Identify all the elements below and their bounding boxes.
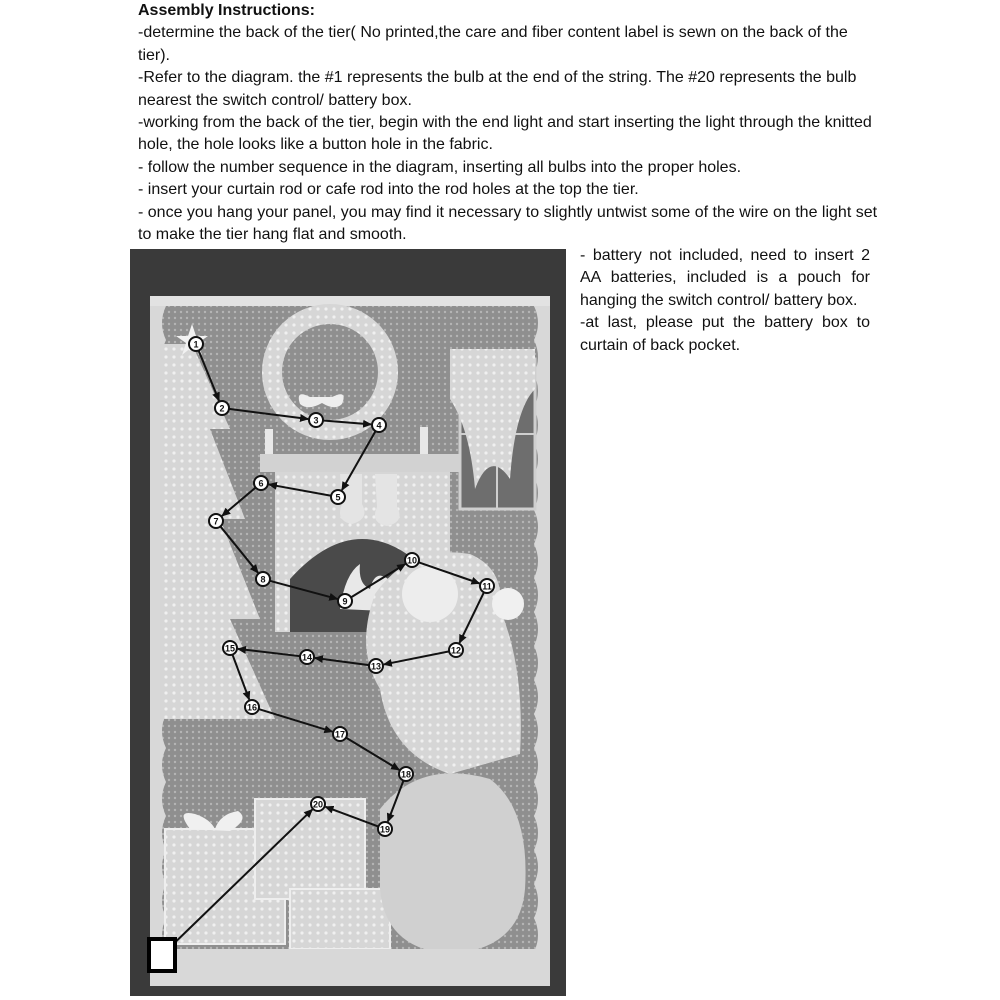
bulb-number: 10 [406, 555, 418, 566]
instruction-step: - insert your curtain rod or cafe rod into the rod holes at the top the tier. [138, 181, 639, 199]
bulb-marker [378, 822, 392, 836]
stocking [375, 474, 400, 526]
candle [265, 429, 273, 454]
bulb-number: 19 [379, 824, 391, 835]
bulb-number: 14 [301, 652, 313, 663]
bulb-marker [399, 767, 413, 781]
bulb-number: 11 [482, 581, 492, 592]
bulb-number: 4 [376, 420, 382, 431]
toy-sack [380, 773, 526, 954]
battery-box [149, 939, 175, 971]
instructions-block [138, 0, 878, 246]
gift-box [290, 889, 390, 949]
bulb-number: 2 [219, 403, 225, 414]
bulb-number: 9 [342, 596, 348, 607]
santa-hat-pompom [492, 588, 524, 620]
bulb-marker [300, 650, 314, 664]
bulb-marker [311, 797, 325, 811]
bulb-marker [333, 727, 347, 741]
instruction-step: -working from the back of the tier, begin with the end light and start inserting the light through the knitted hole, the hole looks like a button hole in the fabric. [138, 114, 872, 154]
battery-note: - battery not included, need to insert 2 AA batteries, included is a pouch for hanging the switch control/ battery box. [580, 247, 870, 309]
diagram-canvas [130, 249, 566, 996]
bulb-marker [215, 401, 229, 415]
lace-curtain-diagram [130, 249, 566, 996]
instruction-step: -determine the back of the tier( No printed,the care and fiber content label is sewn on the back of the tier). [138, 24, 848, 64]
bulb-marker [331, 490, 345, 504]
bulb-marker [372, 418, 386, 432]
bulb-number: 3 [313, 415, 319, 426]
instruction-step: -Refer to the diagram. the #1 represents the bulb at the end of the string. The #20 represents the bulb nearest the switch control/ battery box. [138, 69, 857, 109]
bulb-marker [369, 659, 383, 673]
bulb-number: 6 [258, 478, 264, 489]
bulb-marker [338, 594, 352, 608]
bulb-number: 1 [193, 339, 199, 350]
bulb-number: 17 [334, 729, 346, 740]
bulb-number: 7 [213, 516, 219, 527]
santa-face [402, 566, 458, 622]
bulb-marker [254, 476, 268, 490]
rod-pocket [150, 296, 550, 306]
bulb-marker [209, 514, 223, 528]
battery-notes [580, 245, 870, 357]
bulb-number: 5 [335, 492, 341, 503]
bulb-marker [189, 337, 203, 351]
battery-note: -at last, please put the battery box to curtain of back pocket. [580, 314, 870, 354]
bulb-number: 12 [450, 645, 462, 656]
bulb-marker [223, 641, 237, 655]
bulb-number: 16 [246, 702, 258, 713]
bulb-marker [449, 643, 463, 657]
bulb-number: 20 [312, 799, 324, 810]
bulb-number: 15 [224, 643, 236, 654]
instruction-step: - once you hang your panel, you may find it necessary to slightly untwist some of the wire on the light set to make the tier hang flat and smooth. [138, 203, 878, 244]
instructions-title: Assembly Instructions: [138, 2, 315, 19]
bulb-number: 8 [260, 574, 266, 585]
bulb-marker [309, 413, 323, 427]
bulb-marker [256, 572, 270, 586]
curtain-hem [150, 949, 550, 986]
bulb-marker [480, 579, 494, 593]
bulb-number: 18 [400, 769, 412, 780]
bulb-number: 13 [370, 661, 382, 672]
bulb-marker [405, 553, 419, 567]
bulb-marker [245, 700, 259, 714]
instruction-step: - follow the number sequence in the diagram, inserting all bulbs into the proper holes. [138, 158, 742, 176]
candle [420, 427, 428, 454]
